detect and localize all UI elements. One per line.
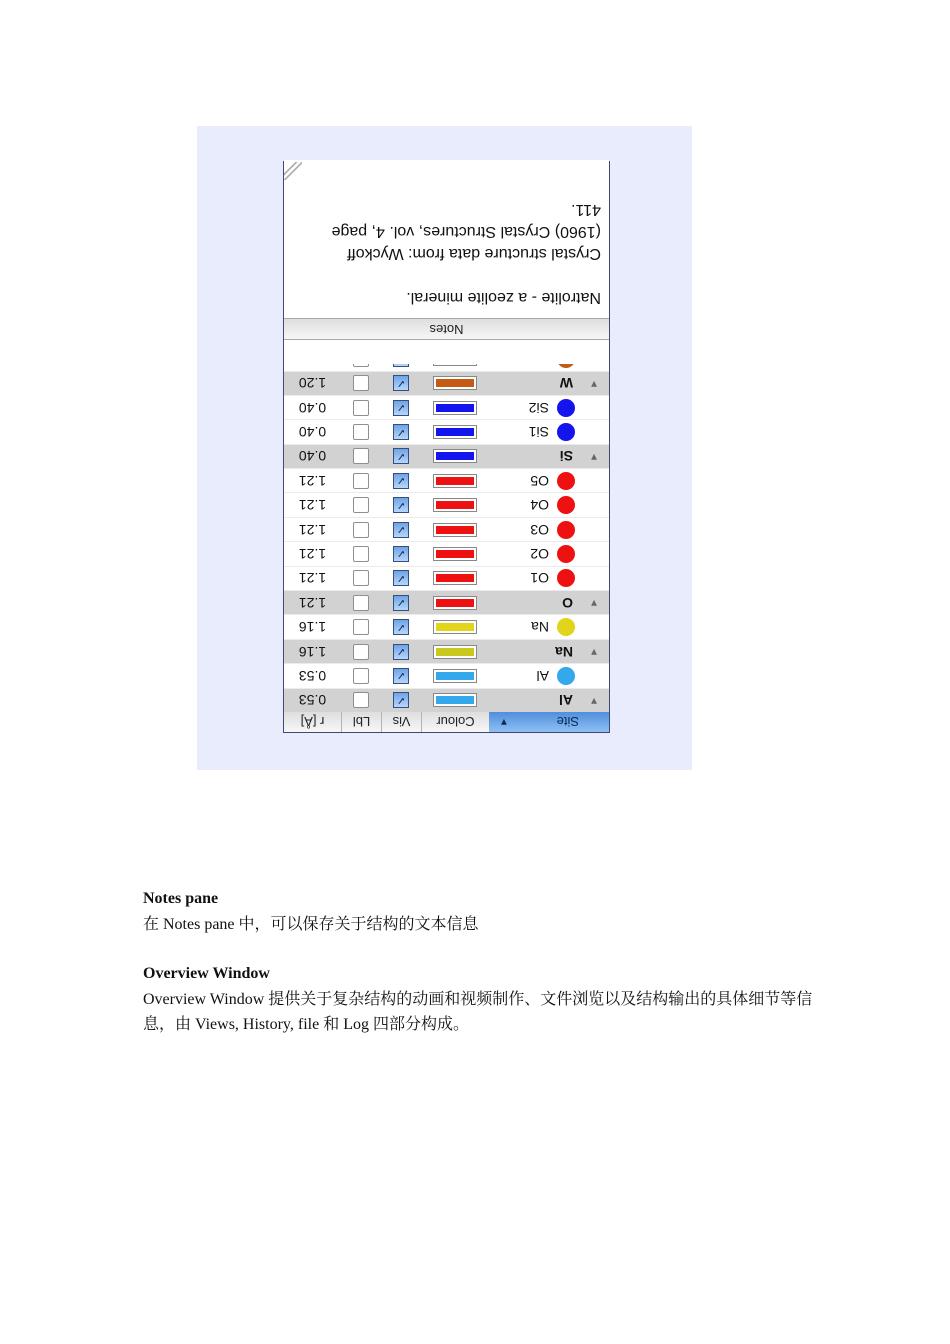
site-row[interactable] xyxy=(284,395,609,419)
sites-table-body xyxy=(284,346,609,712)
colour-swatch[interactable] xyxy=(433,645,477,659)
colour-cell xyxy=(421,396,489,419)
site-name: O1 xyxy=(530,570,549,587)
site-cell xyxy=(489,689,609,712)
radius-value: 1.21 xyxy=(298,521,327,538)
lbl-cell xyxy=(341,644,381,660)
site-cell xyxy=(489,469,609,492)
colour-swatch[interactable] xyxy=(433,376,477,390)
group-row[interactable] xyxy=(284,371,609,395)
radius-value: 1.21 xyxy=(298,472,327,489)
visible-checkbox[interactable]: ✓ xyxy=(393,448,409,464)
label-checkbox[interactable] xyxy=(353,522,369,538)
site-row[interactable] xyxy=(284,541,609,565)
radius-value: 1.20 xyxy=(298,375,327,392)
label-checkbox[interactable] xyxy=(353,400,369,416)
radius-value: 0.40 xyxy=(298,448,327,465)
vis-cell xyxy=(381,570,421,586)
colour-swatch[interactable] xyxy=(433,693,477,707)
radius-value: 1.21 xyxy=(298,570,327,587)
disclosure-triangle-icon[interactable]: ▼ xyxy=(589,694,599,706)
site-cell xyxy=(489,445,609,468)
vis-cell xyxy=(381,595,421,611)
atom-sphere-icon xyxy=(557,496,575,514)
disclosure-triangle-icon[interactable]: ▼ xyxy=(589,597,599,609)
visible-checkbox[interactable]: ✓ xyxy=(393,400,409,416)
label-checkbox[interactable] xyxy=(353,570,369,586)
lbl-cell xyxy=(341,497,381,513)
lbl-cell xyxy=(341,546,381,562)
visible-checkbox[interactable]: ✓ xyxy=(393,473,409,489)
site-name: O2 xyxy=(530,545,549,562)
notes-spacer xyxy=(284,340,609,364)
colour-cell xyxy=(421,445,489,468)
lbl-cell xyxy=(341,424,381,440)
colour-swatch[interactable] xyxy=(433,596,477,610)
vis-cell xyxy=(381,424,421,440)
lbl-column-header[interactable]: Lbl xyxy=(341,712,381,732)
visible-checkbox[interactable]: ✓ xyxy=(393,595,409,611)
vis-cell xyxy=(381,668,421,684)
sites-panel xyxy=(283,161,610,733)
site-name: Al xyxy=(536,667,549,684)
colour-cell xyxy=(421,420,489,443)
colour-cell xyxy=(421,640,489,663)
site-name: O xyxy=(562,594,573,611)
atom-sphere-icon xyxy=(557,423,575,441)
vis-cell xyxy=(381,619,421,635)
lbl-cell xyxy=(341,473,381,489)
colour-cell xyxy=(421,664,489,687)
vis-cell xyxy=(381,546,421,562)
group-row[interactable] xyxy=(284,444,609,468)
group-row[interactable] xyxy=(284,688,609,712)
site-name: Si2 xyxy=(528,399,549,416)
vis-cell xyxy=(381,375,421,391)
label-checkbox[interactable] xyxy=(353,595,369,611)
site-cell xyxy=(489,542,609,565)
atom-sphere-icon xyxy=(557,521,575,539)
site-row[interactable] xyxy=(284,566,609,590)
vis-cell xyxy=(381,522,421,538)
label-checkbox[interactable] xyxy=(353,497,369,513)
site-name: Na xyxy=(531,619,549,636)
label-checkbox[interactable] xyxy=(353,546,369,562)
colour-swatch[interactable] xyxy=(433,547,477,561)
site-cell xyxy=(489,396,609,419)
notes-text-area[interactable] xyxy=(284,160,609,318)
radius-value: 1.21 xyxy=(298,545,327,562)
colour-cell xyxy=(421,591,489,614)
atom-sphere-icon xyxy=(557,472,575,490)
atom-sphere-icon xyxy=(557,399,575,417)
site-name: Al xyxy=(559,692,573,709)
visible-checkbox[interactable]: ✓ xyxy=(393,522,409,538)
visible-checkbox[interactable]: ✓ xyxy=(393,424,409,440)
lbl-cell xyxy=(341,400,381,416)
colour-swatch[interactable] xyxy=(433,401,477,415)
colour-swatch[interactable] xyxy=(433,474,477,488)
label-checkbox[interactable] xyxy=(353,375,369,391)
visible-checkbox[interactable]: ✓ xyxy=(393,644,409,660)
site-column-header[interactable] xyxy=(489,712,609,732)
colour-cell xyxy=(421,518,489,541)
group-row[interactable] xyxy=(284,639,609,663)
colour-cell xyxy=(421,372,489,395)
site-cell xyxy=(489,664,609,687)
resize-grip-icon[interactable] xyxy=(284,162,302,180)
radius-value: 0.53 xyxy=(298,667,327,684)
colour-swatch[interactable] xyxy=(433,620,477,634)
table-header xyxy=(284,711,609,732)
vis-cell xyxy=(381,400,421,416)
radius-value: 1.21 xyxy=(298,594,327,611)
site-cell xyxy=(489,615,609,638)
notes-line: 411. xyxy=(571,201,601,218)
radius-column-header[interactable]: r [Å] xyxy=(300,714,325,730)
label-checkbox[interactable] xyxy=(353,619,369,635)
vis-cell xyxy=(381,692,421,708)
site-row[interactable] xyxy=(284,492,609,516)
disclosure-triangle-icon[interactable]: ▼ xyxy=(589,377,599,389)
lbl-cell xyxy=(341,375,381,391)
lbl-cell xyxy=(341,595,381,611)
site-row[interactable] xyxy=(284,468,609,492)
site-name: Si xyxy=(559,448,573,465)
colour-cell xyxy=(421,567,489,590)
sort-arrow-icon: ▼ xyxy=(499,716,509,728)
colour-column-header[interactable]: Colour xyxy=(421,712,489,732)
radius-value: 1.21 xyxy=(298,497,327,514)
label-checkbox[interactable] xyxy=(353,424,369,440)
visible-checkbox[interactable]: ✓ xyxy=(393,546,409,562)
lbl-cell xyxy=(341,619,381,635)
site-cell xyxy=(489,518,609,541)
radius-value: 0.53 xyxy=(298,692,327,709)
site-row[interactable] xyxy=(284,614,609,638)
colour-cell xyxy=(421,615,489,638)
colour-swatch[interactable] xyxy=(433,669,477,683)
notes-line: Natrolite - a zeolite mineral. xyxy=(406,289,601,306)
visible-checkbox[interactable]: ✓ xyxy=(393,375,409,391)
visible-checkbox[interactable]: ✓ xyxy=(393,497,409,513)
vis-cell xyxy=(381,473,421,489)
overview-window-description: Overview Window 提供关于复杂结构的动画和视频制作、文件浏览以及结构输出的具体细节等信息，由 Views, History, file 和 Log 四部分构成。 xyxy=(143,991,813,1033)
notes-line: (1960) Crystal Structures, vol. 4, page xyxy=(331,223,601,240)
radius-value: 0.40 xyxy=(298,424,327,441)
site-name: Na xyxy=(555,643,573,660)
atom-sphere-icon xyxy=(557,569,575,587)
site-cell xyxy=(489,640,609,663)
visible-checkbox[interactable]: ✓ xyxy=(393,692,409,708)
site-cell xyxy=(489,591,609,614)
colour-swatch[interactable] xyxy=(433,571,477,585)
vis-cell xyxy=(381,644,421,660)
colour-cell xyxy=(421,542,489,565)
site-row[interactable] xyxy=(284,419,609,443)
radius-value: 0.40 xyxy=(298,399,327,416)
atom-sphere-icon xyxy=(557,667,575,685)
visible-checkbox[interactable]: ✓ xyxy=(393,570,409,586)
site-header-label: Site xyxy=(556,714,579,730)
lbl-cell xyxy=(341,522,381,538)
site-cell xyxy=(489,372,609,395)
colour-swatch[interactable] xyxy=(433,498,477,512)
site-cell xyxy=(489,420,609,443)
label-checkbox[interactable] xyxy=(353,692,369,708)
site-row[interactable] xyxy=(284,517,609,541)
atom-sphere-icon xyxy=(557,545,575,563)
colour-cell xyxy=(421,493,489,516)
disclosure-triangle-icon[interactable]: ▼ xyxy=(589,646,599,658)
visible-checkbox[interactable]: ✓ xyxy=(393,668,409,684)
radius-value: 1.16 xyxy=(298,619,327,636)
site-name: O3 xyxy=(530,521,549,538)
colour-swatch[interactable] xyxy=(433,425,477,439)
notes-line: Crystal structure data from: Wyckoff xyxy=(347,245,601,262)
site-name: O4 xyxy=(530,497,549,514)
lbl-cell xyxy=(341,692,381,708)
vis-column-header[interactable]: Vis xyxy=(381,712,421,732)
atom-sphere-icon xyxy=(557,618,575,636)
disclosure-triangle-icon[interactable]: ▼ xyxy=(589,450,599,462)
overview-window-heading: Overview Window xyxy=(143,965,270,982)
label-checkbox[interactable] xyxy=(353,668,369,684)
visible-checkbox[interactable]: ✓ xyxy=(393,619,409,635)
label-checkbox[interactable] xyxy=(353,644,369,660)
site-name: Si1 xyxy=(528,424,549,441)
radius-value: 1.16 xyxy=(298,643,327,660)
site-cell xyxy=(489,493,609,516)
site-name: W xyxy=(559,375,573,392)
screenshot-figure xyxy=(197,126,692,770)
vis-cell xyxy=(381,497,421,513)
group-row[interactable] xyxy=(284,590,609,614)
site-name: O5 xyxy=(530,472,549,489)
label-checkbox[interactable] xyxy=(353,448,369,464)
site-row[interactable] xyxy=(284,663,609,687)
colour-cell xyxy=(421,469,489,492)
colour-cell xyxy=(421,689,489,712)
notes-pane-heading: Notes pane xyxy=(143,890,219,907)
colour-swatch[interactable] xyxy=(433,523,477,537)
notes-header[interactable]: Notes xyxy=(284,318,609,340)
vis-cell xyxy=(381,448,421,464)
colour-swatch[interactable] xyxy=(433,449,477,463)
site-cell xyxy=(489,567,609,590)
lbl-cell xyxy=(341,668,381,684)
label-checkbox[interactable] xyxy=(353,473,369,489)
lbl-cell xyxy=(341,448,381,464)
notes-pane-description: 在 Notes pane 中，可以保存关于结构的文本信息 xyxy=(143,916,479,933)
lbl-cell xyxy=(341,570,381,586)
